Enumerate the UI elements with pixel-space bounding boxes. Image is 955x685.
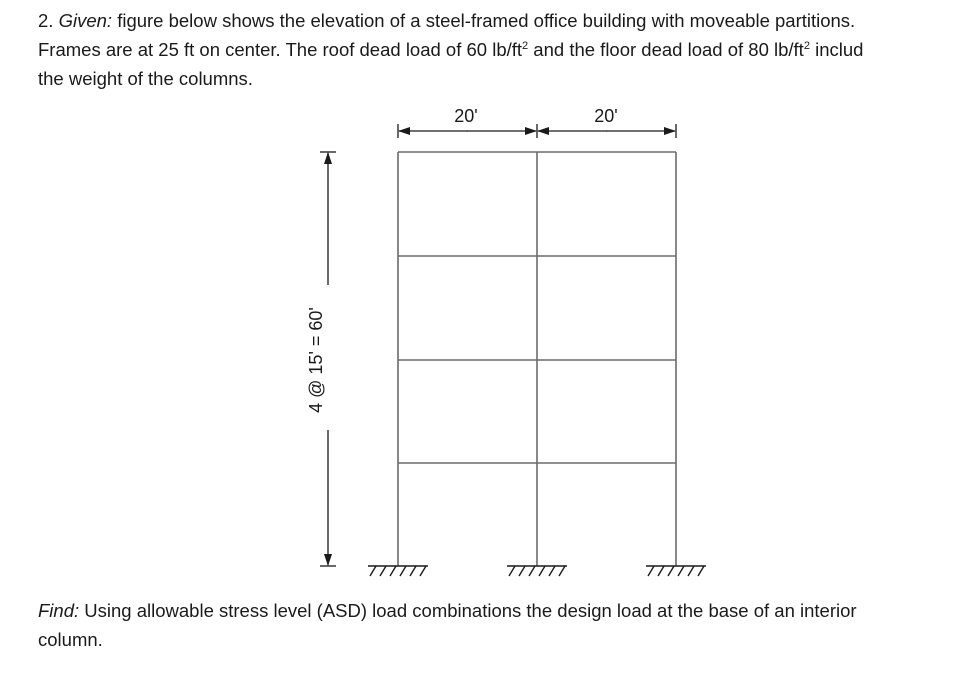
given-text-2a: Frames are at 25 ft on center. The roof dead load of 60 lb/ft: [38, 39, 523, 60]
find-line-1: [38, 596, 955, 625]
given-line-3: the weight of the columns.: [38, 68, 253, 89]
support-left: [368, 566, 428, 576]
find-statement: [38, 596, 955, 654]
given-text-2b: and the floor dead load of 80 lb/ft: [528, 39, 804, 60]
frame: [398, 152, 676, 566]
find-label: Find:: [38, 600, 80, 621]
span-label-left: 20': [454, 106, 478, 126]
find-text-1: Using allowable stress level (ASD) load combinations the design load at the base of an interior: [79, 600, 857, 621]
find-line-2: column.: [38, 629, 103, 650]
span-dimension: [398, 124, 676, 138]
problem-number: 2.: [38, 10, 54, 31]
height-label: 4 @ 15' = 60': [306, 307, 326, 413]
span-label-right: 20': [594, 106, 618, 126]
support-right: [646, 566, 706, 576]
superscript-2b: 2: [803, 39, 810, 52]
given-text-2c: includ: [809, 39, 864, 60]
superscript-2a: 2: [522, 39, 529, 52]
support-interior: [507, 566, 567, 576]
given-label: Given:: [58, 10, 113, 31]
given-text-1: figure below shows the elevation of a steel-framed office building with moveable partitions.: [117, 10, 856, 31]
